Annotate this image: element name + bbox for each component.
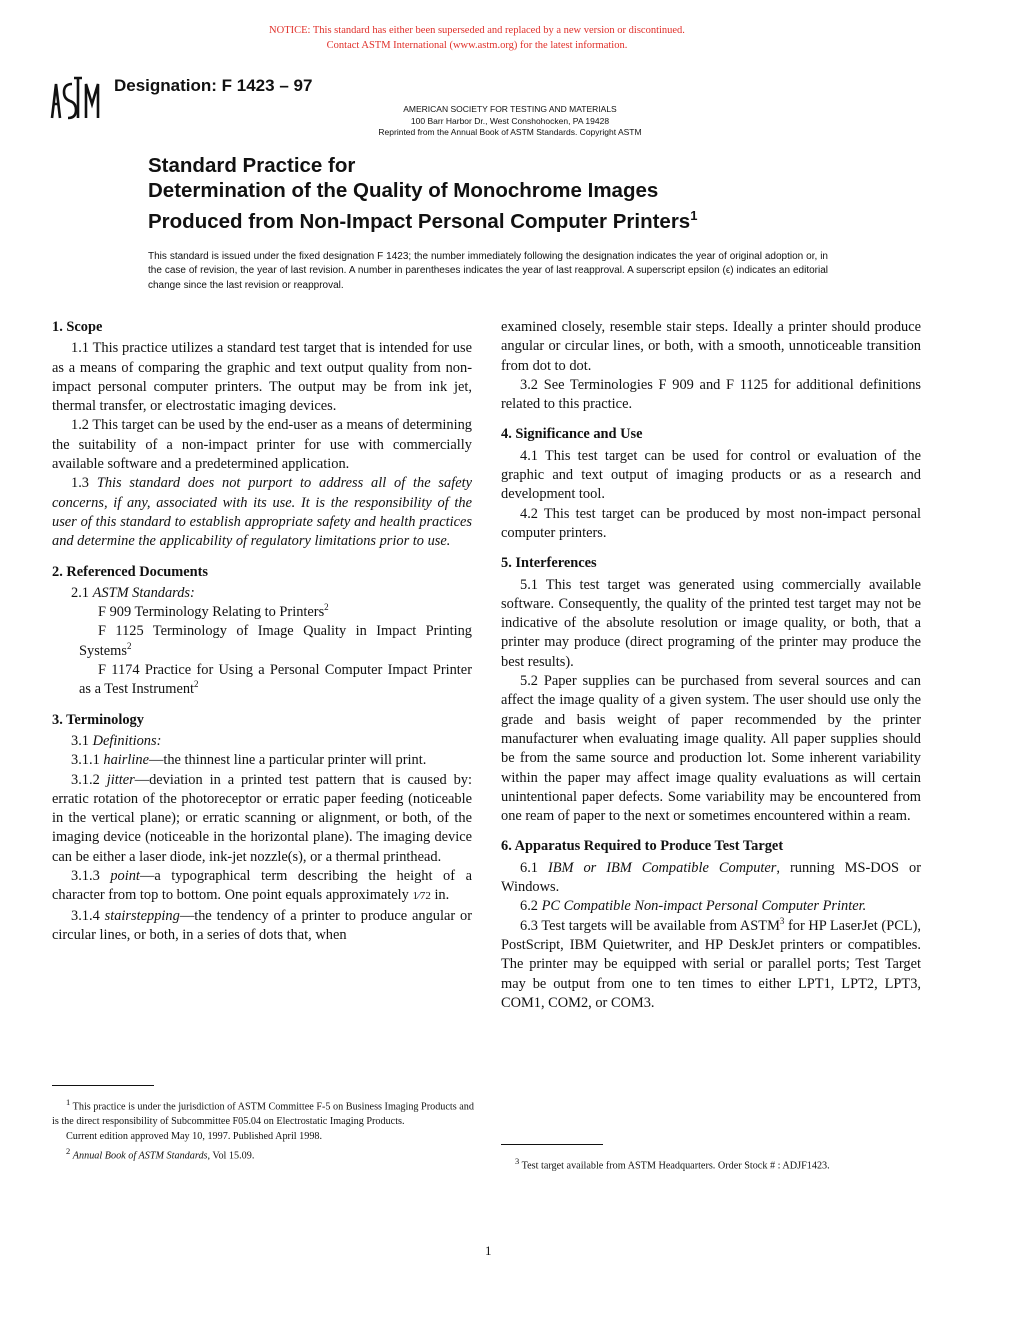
section-5-heading: 5. Interferences xyxy=(501,555,597,572)
footnote-rule-left xyxy=(52,1085,154,1086)
section-6-heading: 6. Apparatus Required to Produce Test Target xyxy=(501,838,784,855)
para-6-1: 6.1 IBM or IBM Compatible Computer, running MS-DOS or Windows. xyxy=(501,859,921,896)
para-3-1-3: 3.1.3 point—a typographical term describing the height of a character from top to bottom. One point equals approximately 1⁄72 in. xyxy=(52,868,472,904)
footnote-1b: Current edition approved May 10, 1997. Published April 1998. xyxy=(66,1130,323,1142)
org-name: AMERICAN SOCIETY FOR TESTING AND MATERIALS xyxy=(403,104,617,114)
para-1-3: 1.3 This standard does not purport to address all of the safety concerns, if any, associated with its use. It is the responsibility of the user of this standard to establish appropriate safety and health practices and determine the applicability of regulatory limitations prior to use. xyxy=(52,475,472,550)
designation: Designation: F 1423 – 97 xyxy=(114,76,313,95)
para-5-1: 5.1 This test target was generated using commercially available software. Consequently, the quality of the printed test target may not be indicative of the absolute resolution or image quality, or both, that a printer may produce (direct programing of the printer may produce the best results). xyxy=(501,576,921,670)
left-column xyxy=(52,318,472,945)
para-3-2: 3.2 See Terminologies F 909 and F 1125 for additional definitions related to this practice. xyxy=(501,376,921,413)
para-4-1: 4.1 This test target can be used for control or evaluation of the graphic and text output of imaging products or as a research and development tool. xyxy=(501,447,921,503)
title-line-1: Standard Practice for xyxy=(148,154,356,177)
para-3-1-4: 3.1.4 stairstepping—the tendency of a printer to produce angular or circular lines, or both, in a series of dots that, when xyxy=(52,907,472,943)
intro-paragraph: This standard is issued under the fixed designation F 1423; the number immediately following the designation indicates the year of original adoption or, in the case of revision, the year of last revision. A number in parentheses indicates the year of last reapproval. A superscript epsilon (ϵ) indicates an editorial change since the last revision or reapproval. xyxy=(148,251,828,291)
section-2-heading: 2. Referenced Documents xyxy=(52,563,208,580)
publisher-block xyxy=(340,104,680,139)
section-3-heading: 3. Terminology xyxy=(52,711,144,728)
para-1-1: 1.1 This practice utilizes a standard test target that is intended for use as a means of comparing the graphic and text output quality from non-impact personal computer printers. The output may be from ink jet, thermal transfer, or electrostatic imaging devices. xyxy=(52,340,472,415)
para-5-2: 5.2 Paper supplies can be purchased from several sources and can affect the image quality of a given system. The user should use only the grade and basis weight of paper recommended by the printer manufacturer when evaluating image quality. All paper supplies should be from the same source and production lot. Some inherent variability within the paper may affect image quality evaluations as will certain unintentional paper defects. Some variability may be encountered from one ream of paper to the next or sometimes encountered within a ream. xyxy=(501,673,921,825)
footnotes-left xyxy=(52,1095,474,1164)
title-footnote-mark: 1 xyxy=(690,208,698,223)
para-3-1-2: 3.1.2 jitter—deviation in a printed test pattern that is caused by: erratic rotation of the photoreceptor or erratic paper feeding (noticeable in the vertical plane); or erratic scanning or alignment, or both, of the imaging device (noticeable in the horizontal plane). The imaging device can be either a laser diode, ink-jet nozzle(s), or a thermal printhead. xyxy=(52,771,472,865)
para-continued: examined closely, resemble stair steps. Ideally a printer should produce angular or circular lines, or both, with a smooth, unnoticeable transition from dot to dot. xyxy=(501,319,921,374)
logo-text: ASTM xyxy=(76,77,79,78)
section-4-heading: 4. Significance and Use xyxy=(501,426,643,443)
footnotes-right xyxy=(501,1154,923,1174)
footnote-1: $^1$ This practice is under the jurisdiction of ASTM Committee F-5 on Business Imaging Products and is the direct responsibility of Subcommittee F05.04 on Electrostatic Imaging Products. xyxy=(52,1097,474,1127)
footnote-3: $^3$ Test target available from ASTM Headquarters. Order Stock # : ADJF1423. xyxy=(515,1156,830,1172)
para-2-1: 2.1 ASTM Standards: xyxy=(71,584,195,601)
para-6-3: 6.3 Test targets will be available from ASTM$^3$ for HP LaserJet (PCL), PostScript, IBM Quietwriter, and HP DeskJet printers or compatibles. The printer may be equipped with serial or parallel ports; Test Target may be output from one to ten times to either LPT1, LPT2, LPT3, COM1, COM2, or COM3. xyxy=(501,915,921,1011)
notice-line-1: NOTICE: This standard has either been superseded and replaced by a new version or discontinued. xyxy=(269,25,685,36)
right-column xyxy=(501,318,921,1013)
para-4-2: 4.2 This test target can be produced by most non-impact personal computer printers. xyxy=(501,505,921,541)
para-1-2: 1.2 This target can be used by the end-user as a means of determining the suitability of a non-impact printer for use with commercially available software and a predetermined application. xyxy=(52,417,472,473)
ref-f909: F 909 Terminology Relating to Printers$^2$ xyxy=(98,602,329,621)
ref-f1174: F 1174 Practice for Using a Personal Computer Impact Printer as a Test Instrument$^2$ xyxy=(79,662,472,698)
para-3-1: 3.1 Definitions: xyxy=(71,732,162,749)
ref-f1125: F 1125 Terminology of Image Quality in Impact Printing Systems$^2$ xyxy=(79,623,472,659)
para-6-2: 6.2 PC Compatible Non-impact Personal Computer Printer. xyxy=(520,898,867,915)
title-line-2: Determination of the Quality of Monochrome Images xyxy=(148,179,659,202)
section-1-heading: 1. Scope xyxy=(52,319,103,335)
org-address: 100 Barr Harbor Dr., West Conshohocken, PA 19428 xyxy=(410,115,610,126)
para-3-1-1: 3.1.1 hairline—the thinnest line a particular printer will print. xyxy=(71,752,427,769)
footnote-2: $^2$ Annual Book of ASTM Standards, Vol 15.09. xyxy=(66,1146,255,1162)
org-reprint: Reprinted from the Annual Book of ASTM Standards. Copyright ASTM xyxy=(378,127,642,137)
astm-logo-icon xyxy=(50,74,102,120)
footnote-rule-right xyxy=(501,1144,603,1145)
notice-banner xyxy=(0,24,954,53)
page-number: 1 xyxy=(485,1243,492,1258)
document-title xyxy=(148,153,697,234)
notice-line-2: Contact ASTM International (www.astm.org) for the latest information. xyxy=(326,39,628,51)
title-line-3: Produced from Non-Impact Personal Computer Printers xyxy=(148,209,691,233)
